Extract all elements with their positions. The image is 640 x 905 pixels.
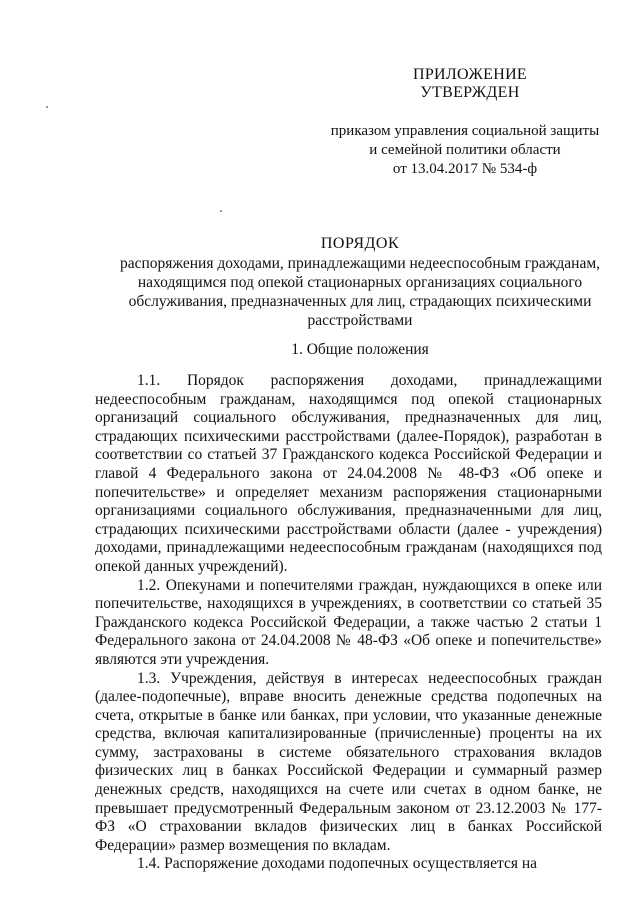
title-line-4: расстройствами	[307, 312, 413, 329]
paragraph-1-3: 1.3. Учреждения, действуя в интересах недееспособных граждан (далее-подопечные), вправе вносить денежные средства подопечных на счета, открытые в банке или банках, при условии, что указанные денежные средства, включая капитализированные (причисленные) проценты на их сумму, застрахованы в системе обязательного страхования вкладов физических лиц в банках Российской Федерации и суммарный размер денежных средств, находящихся на счете или счетах в одном банке, не превышает предусмотренный Федеральным законом от 23.12.2003 № 177-ФЗ «О страховании вкладов физических лиц в банках Российской Федерации» размер возмещения по вкладам.	[95, 669, 602, 854]
paragraph-1-2: 1.2. Опекунами и попечителями граждан, нуждающихся в опеке или попечительстве, находящихся в учреждениях, в соответствии со статьей 35 Гражданского кодекса Российской Федерации, а также частью 2 статьи 1 Федерального закона от 24.04.2008 № 48-ФЗ «Об опеке и попечительстве» являются эти учреждения.	[95, 576, 602, 668]
document-body	[95, 372, 602, 874]
title-line-3: обслуживания, предназначенных для лиц, страдающих психическими	[128, 293, 592, 310]
approved-label: УТВЕРЖДЕН	[420, 84, 520, 101]
title-line-1: распоряжения доходами, принадлежащими недееспособным гражданам,	[119, 255, 601, 272]
document-title: ПОРЯДОК	[320, 235, 400, 252]
paragraph-1-4: 1.4. Распоряжение доходами подопечных осуществляется на	[137, 855, 538, 873]
document-title-block	[95, 234, 625, 330]
appendix-label: ПРИЛОЖЕНИЕ	[412, 66, 527, 83]
scan-speck	[46, 106, 48, 108]
order-line-3: от 13.04.2017 № 534-ф	[392, 161, 538, 177]
section-heading: 1. Общие положения	[291, 341, 429, 358]
scan-speck	[220, 210, 222, 212]
order-line-2: и семейной политики области	[369, 142, 561, 158]
approval-stamp-block	[330, 66, 600, 179]
order-line-1: приказом управления социальной защиты	[330, 123, 600, 139]
title-line-2: находящимся под опекой стационарных организациях социального	[137, 274, 583, 291]
paragraph-1-1: 1.1. Порядок распоряжения доходами, принадлежащими недееспособным гражданам, находящимся под опекой стационарных организаций социального обслуживания, предназначенных для лиц, страдающих психическими расстройствами (далее-Порядок), разработан в соответствии со статьей 37 Гражданского кодекса Российской Федерации и главой 4 Федерального закона от 24.04.2008 № 48-ФЗ «Об опеке и попечительстве» и определяет механизм распоряжения стационарными организациями социального обслуживания, предназначенными для лиц, страдающих психическими расстройствами области (далее - учреждения) доходами, принадлежащими недееспособным гражданам (находящихся под опекой данных учреждений).	[95, 372, 602, 575]
